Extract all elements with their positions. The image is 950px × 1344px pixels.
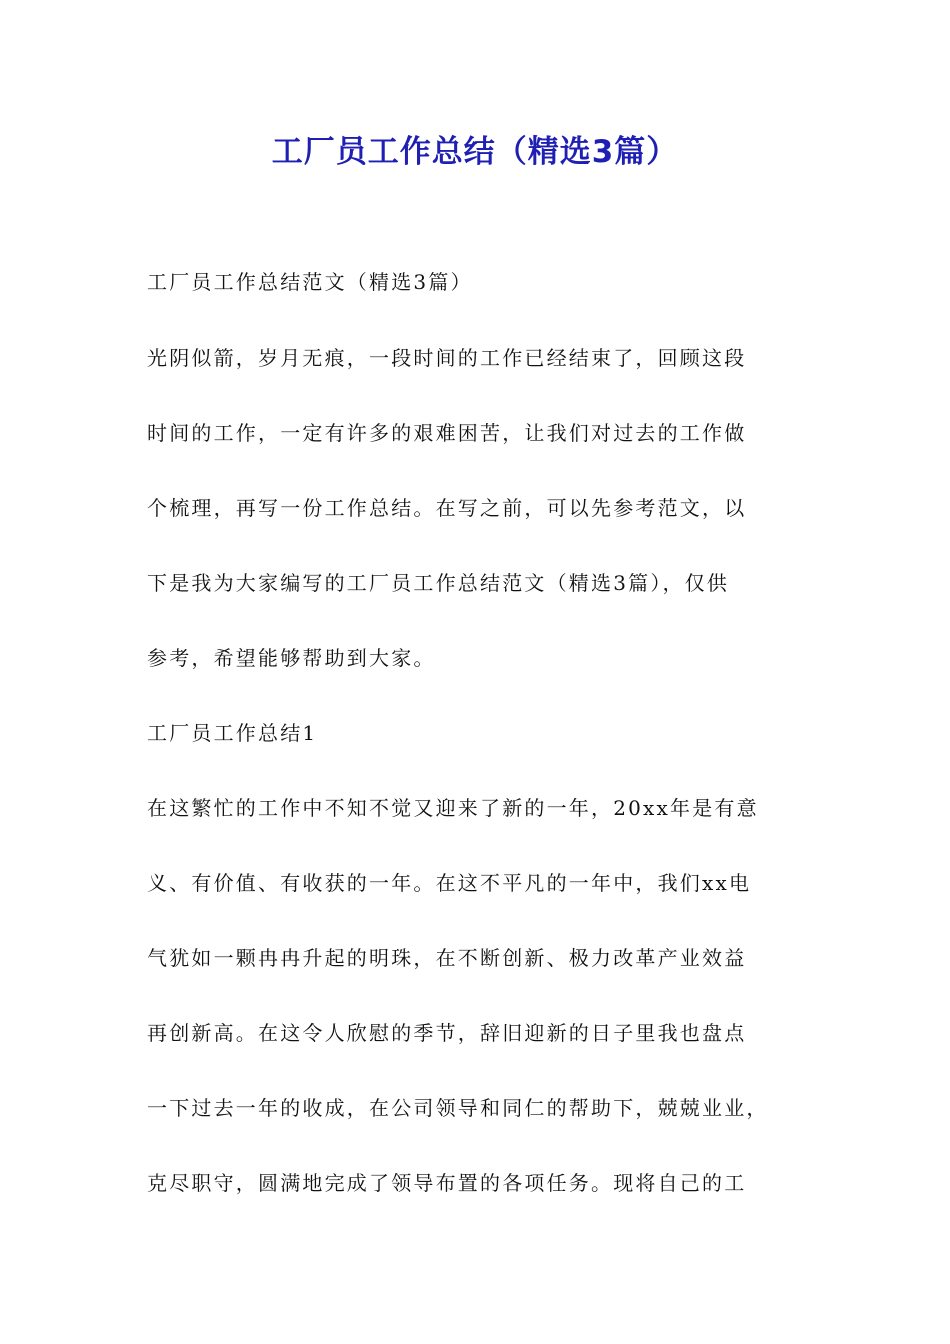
- body-line-4: 再创新高。在这令人欣慰的季节，辞旧迎新的日子里我也盘点: [147, 1021, 747, 1045]
- body-line-1: 在这繁忙的工作中不知不觉又迎来了新的一年，20xx年是有意: [147, 796, 759, 820]
- intro-line-2: 时间的工作，一定有许多的艰难困苦，让我们对过去的工作做: [147, 421, 747, 445]
- document-title: 工厂员工作总结（精选3篇）: [271, 134, 679, 170]
- intro-line-4: 下是我为大家编写的工厂员工作总结范文（精选3篇），仅供: [147, 571, 730, 595]
- body-line-2: 义、有价值、有收获的一年。在这不平凡的一年中，我们xx电: [147, 871, 752, 895]
- subtitle-line: 工厂员工作总结范文（精选3篇）: [147, 270, 473, 294]
- intro-line-3: 个梳理，再写一份工作总结。在写之前，可以先参考范文，以: [147, 496, 747, 520]
- body-line-5: 一下过去一年的收成，在公司领导和同仁的帮助下，兢兢业业，: [147, 1096, 769, 1120]
- body-line-3: 气犹如一颗冉冉升起的明珠，在不断创新、极力改革产业效益: [147, 946, 747, 970]
- intro-line-5: 参考，希望能够帮助到大家。: [147, 646, 436, 670]
- body-line-6: 克尽职守，圆满地完成了领导布置的各项任务。现将自己的工: [147, 1171, 747, 1195]
- section-heading-1: 工厂员工作总结1: [147, 721, 318, 745]
- intro-line-1: 光阴似箭，岁月无痕，一段时间的工作已经结束了，回顾这段: [147, 346, 747, 370]
